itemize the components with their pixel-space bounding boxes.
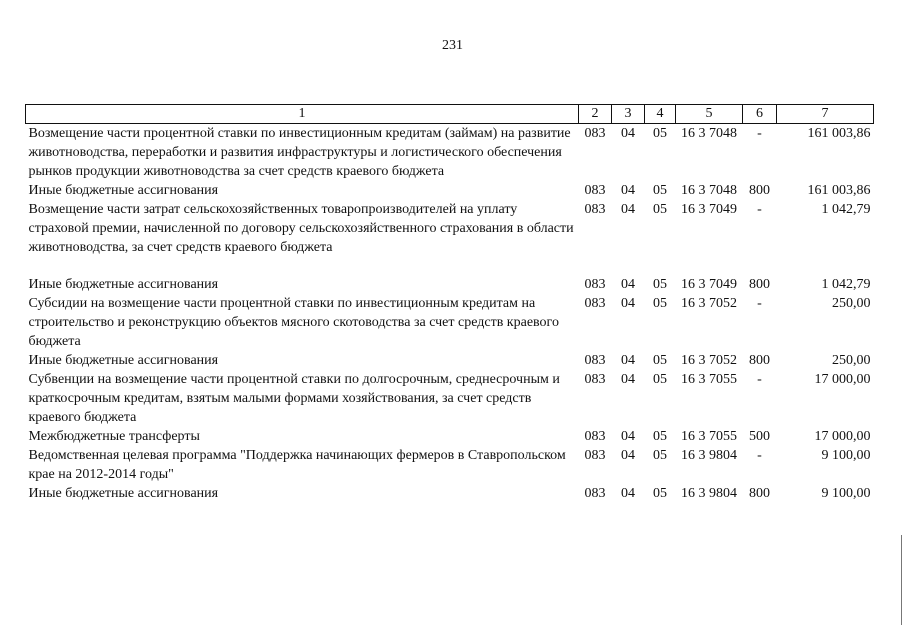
header-cell: 5 [676,105,743,124]
code-ministry: 083 [584,183,606,198]
code-expense-type: 800 [749,277,770,292]
scan-edge-mark [901,535,902,625]
code-expense-type: 800 [749,353,770,368]
table-row [26,446,874,484]
code-section: 04 [621,353,635,368]
amount: 1 042,79 [821,202,871,217]
code-ministry: 083 [584,277,606,292]
code-section: 04 [621,183,635,198]
row-description: Иные бюджетные ассигнования [28,277,219,292]
code-expense-type: 800 [749,486,770,501]
amount: 250,00 [832,296,871,311]
code-expense-type: 800 [749,183,770,198]
header-cell: 3 [612,105,645,124]
code-subsection: 05 [653,353,667,368]
code-target: 16 3 7049 [681,277,737,292]
code-subsection: 05 [653,277,667,292]
amount: 17 000,00 [814,429,871,444]
code-subsection: 05 [653,372,667,387]
code-expense-type: - [757,448,762,463]
table-row [26,200,874,257]
code-expense-type: - [757,372,762,387]
code-target: 16 3 9804 [681,448,737,463]
code-ministry: 083 [584,486,606,501]
code-section: 04 [621,202,635,217]
code-target: 16 3 7055 [681,372,737,387]
code-target: 16 3 9804 [681,486,737,501]
header-cell: 2 [579,105,612,124]
table-row [26,484,874,503]
blank-row [26,257,874,275]
code-subsection: 05 [653,126,667,141]
code-section: 04 [621,486,635,501]
code-target: 16 3 7052 [681,296,737,311]
code-target: 16 3 7052 [681,353,737,368]
header-cell: 7 [777,105,874,124]
amount: 1 042,79 [821,277,871,292]
code-subsection: 05 [653,429,667,444]
header-cell: 1 [26,105,579,124]
code-ministry: 083 [584,372,606,387]
row-description: Ведомственная целевая программа "Поддержка начинающих фермеров в Ставропольском крае на 2012-2014 годы" [28,448,566,482]
code-subsection: 05 [653,296,667,311]
code-subsection: 05 [653,486,667,501]
code-ministry: 083 [584,448,606,463]
page-number: 231 [442,38,463,53]
table-row [26,124,874,182]
row-description: Межбюджетные трансферты [28,429,200,444]
code-ministry: 083 [584,296,606,311]
row-description: Иные бюджетные ассигнования [28,183,219,198]
amount: 250,00 [832,353,871,368]
code-subsection: 05 [653,183,667,198]
code-target: 16 3 7055 [681,429,737,444]
code-section: 04 [621,448,635,463]
row-description: Возмещение части процентной ставки по инвестиционным кредитам (займам) на развитие животноводства, переработки и развития инфраструктуры и логистического обеспечения рынков продукции животноводства за счет средств краевого бюджета [28,126,571,179]
table-row [26,427,874,446]
amount: 9 100,00 [821,448,871,463]
table-row [26,275,874,294]
code-ministry: 083 [584,126,606,141]
row-description: Субвенции на возмещение части процентной ставки по долгосрочным, среднесрочным и краткосрочным кредитам, взятым малыми формами хозяйствования, за счет средств краевого бюджета [28,372,560,425]
header-cell: 6 [743,105,777,124]
code-section: 04 [621,296,635,311]
table-row [26,294,874,351]
code-target: 16 3 7048 [681,126,737,141]
code-ministry: 083 [584,202,606,217]
code-expense-type: 500 [749,429,770,444]
header-row [26,105,874,124]
table-row [26,351,874,370]
amount: 17 000,00 [814,372,871,387]
code-section: 04 [621,277,635,292]
code-target: 16 3 7049 [681,202,737,217]
amount: 161 003,86 [807,126,871,141]
row-description: Возмещение части затрат сельскохозяйственных товаропроизводителей на уплату страховой премии, начисленной по договору сельскохозяйственного страхования в области животноводства, за счет средств краевого бюджета [28,202,574,255]
amount: 9 100,00 [821,486,871,501]
code-ministry: 083 [584,429,606,444]
row-description: Субсидии на возмещение части процентной ставки по инвестиционным кредитам на строительство и реконструкцию объектов мясного скотоводства за счет средств краевого бюджета [28,296,559,349]
code-expense-type: - [757,296,762,311]
code-ministry: 083 [584,353,606,368]
row-description: Иные бюджетные ассигнования [28,353,219,368]
row-description: Иные бюджетные ассигнования [28,486,219,501]
header-cell: 4 [645,105,676,124]
code-section: 04 [621,372,635,387]
table-row [26,370,874,427]
code-target: 16 3 7048 [681,183,737,198]
code-subsection: 05 [653,448,667,463]
budget-table [25,104,874,503]
code-expense-type: - [757,202,762,217]
code-section: 04 [621,126,635,141]
table-row [26,181,874,200]
code-subsection: 05 [653,202,667,217]
amount: 161 003,86 [807,183,871,198]
code-section: 04 [621,429,635,444]
code-expense-type: - [757,126,762,141]
